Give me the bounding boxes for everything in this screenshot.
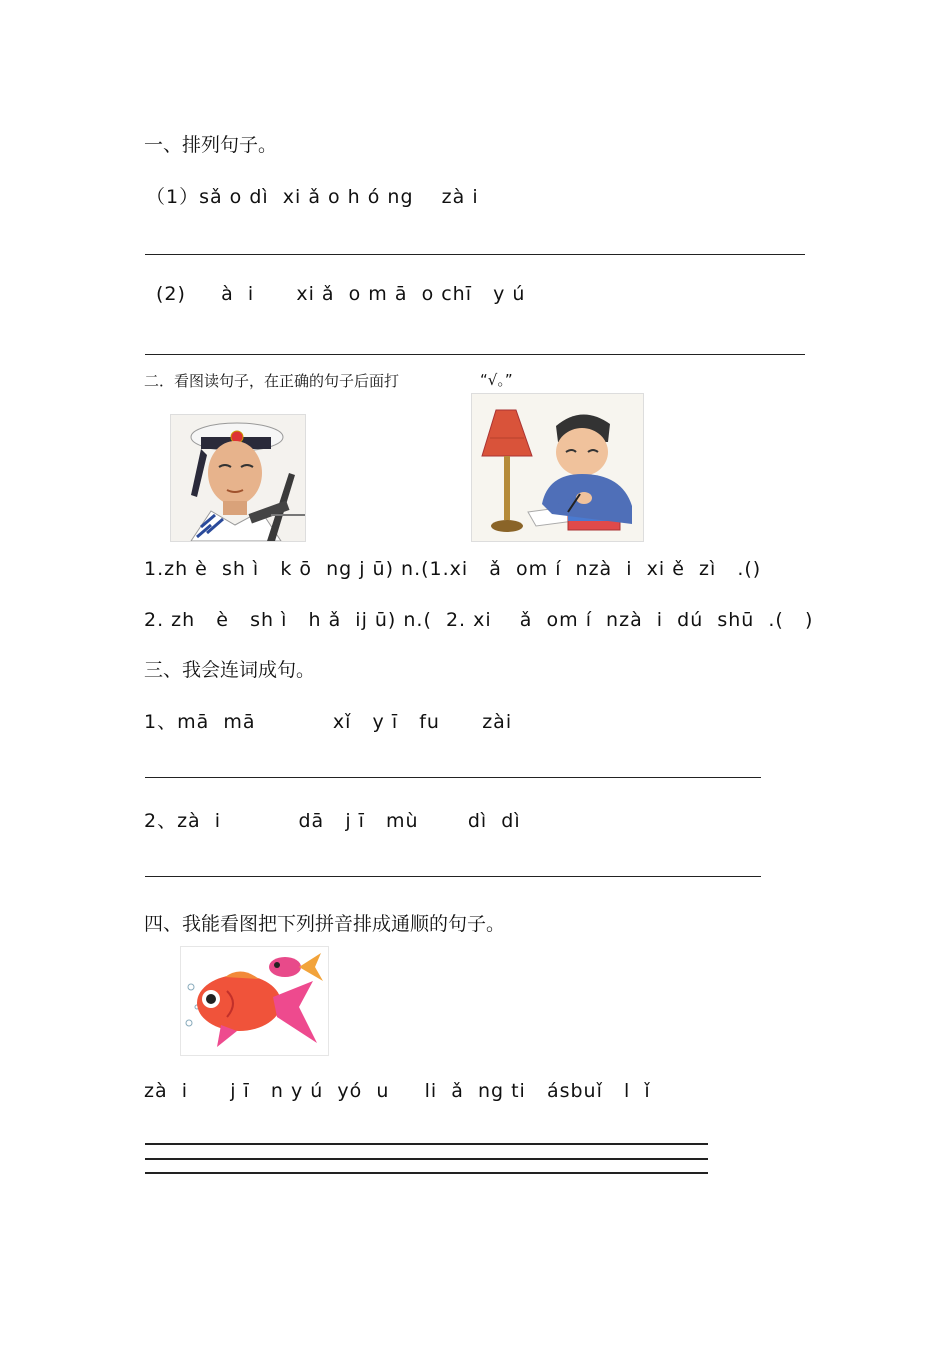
section1-item2: (2) à i xi ǎ o m ā o chī y ú [156,283,526,305]
check-mark-symbol: “√。” [480,371,513,389]
answer-line [145,1172,708,1174]
section2-heading: 二．看图读句子，在正确的句子后面打 [144,372,400,390]
answer-line [145,354,805,355]
goldfish-picture [180,946,329,1056]
answer-line [145,254,805,255]
answer-line [145,876,761,877]
answer-line [145,777,761,778]
section1-heading: 一、排列句子。 [144,134,278,156]
section3-heading: 三、我会连词成句。 [144,659,316,681]
section2-row2: 2. zh è sh ì h ǎ ij ū) n.( 2. xi ǎ om í nzà i dú shū .( ) [144,609,814,631]
answer-line [145,1158,708,1160]
sailor-picture [170,414,306,542]
section4-pinyin: zà i j ī n y ú yó u li ǎ ng ti ásbuǐ l ǐ [144,1080,651,1102]
section4-heading: 四、我能看图把下列拼音排成通顺的句子。 [144,913,506,935]
answer-line [145,1143,708,1145]
boy-writing-picture [471,393,644,542]
section3-item1: 1、mā mā xǐ y ī fu zài [144,711,513,733]
section3-item2: 2、zà i dā j ī mù dì dì [144,810,521,832]
section1-item1: （1）sǎ o dì xi ǎ o h ó ng zà i [146,186,479,208]
section2-row1: 1.zh è sh ì k ō ng j ū) n.(1.xi ǎ om í nzà i xi ě zì .() [144,558,762,580]
